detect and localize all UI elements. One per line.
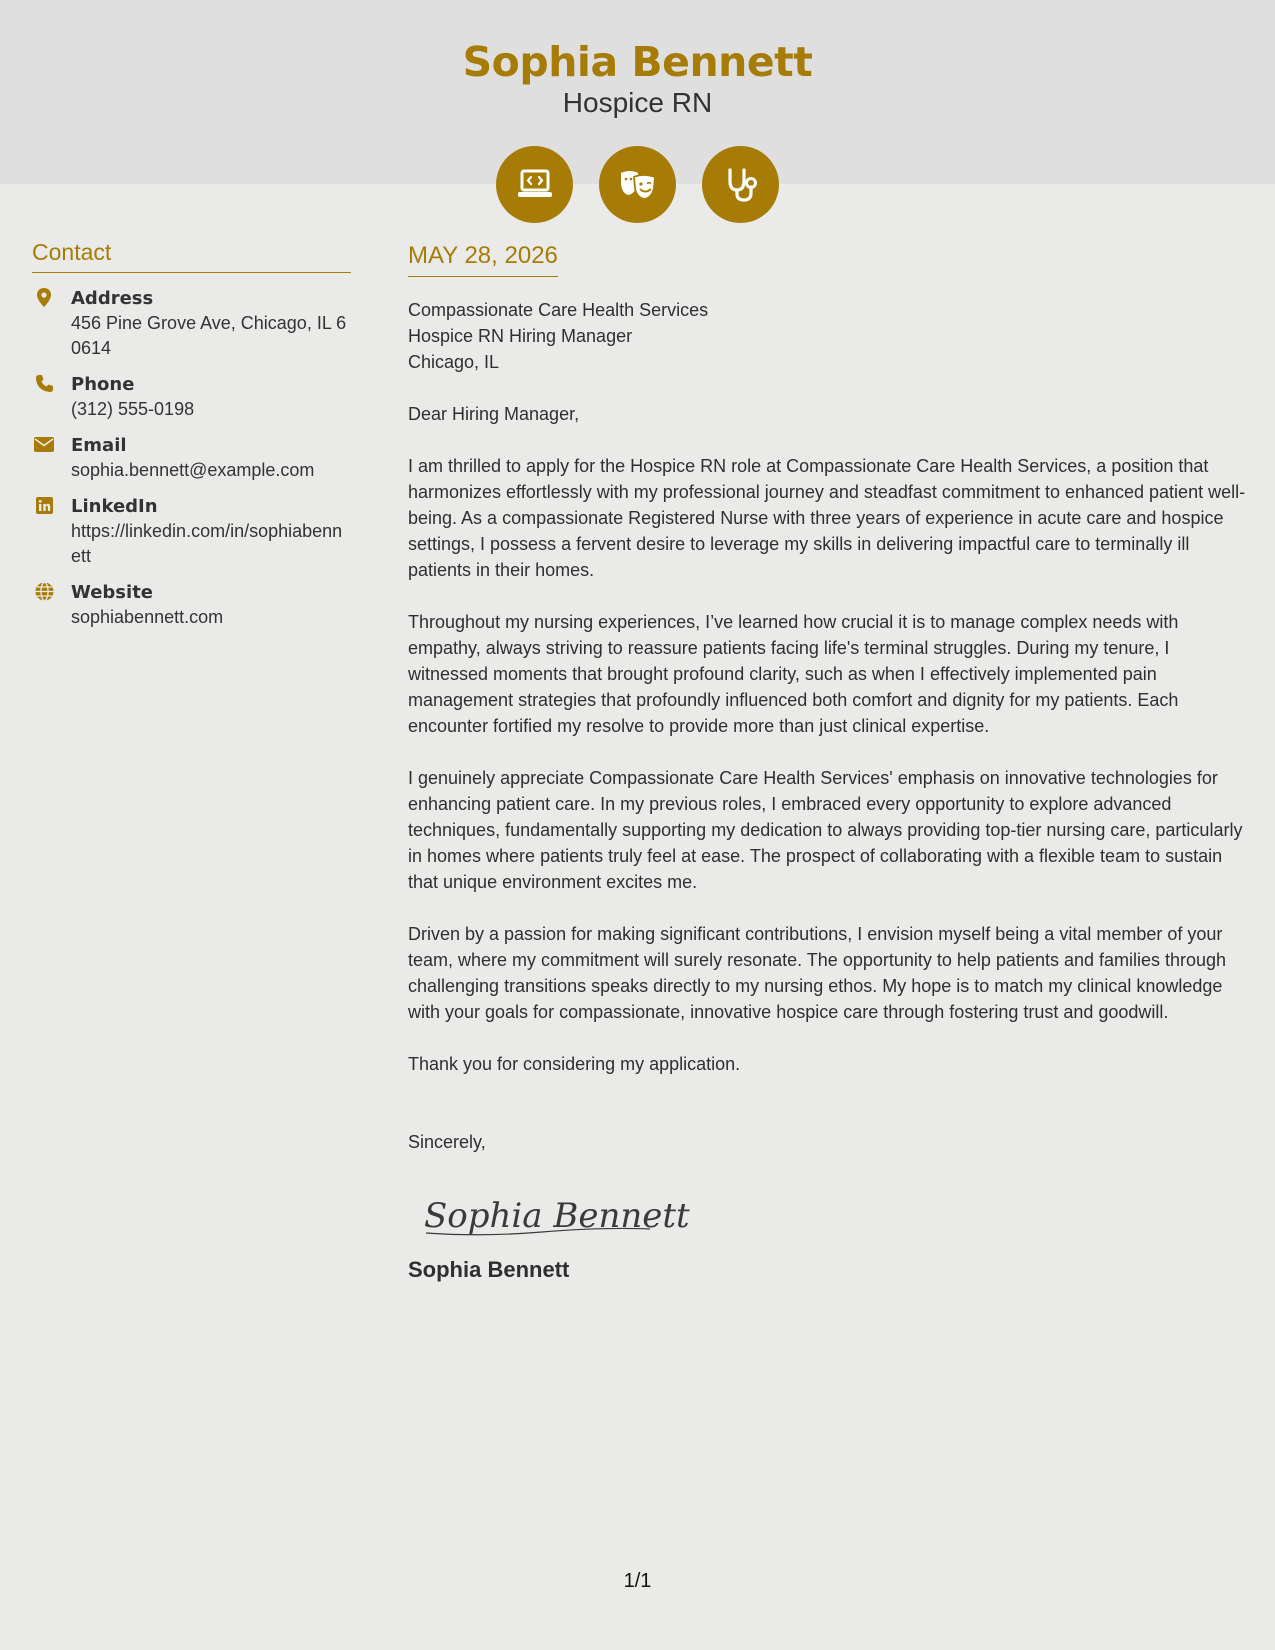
contact-item-linkedin: [32, 494, 351, 569]
applicant-name: Sophia Bennett: [462, 38, 813, 86]
theater-masks-icon: [599, 146, 676, 223]
handwritten-signature: [422, 1185, 1253, 1245]
letter-paragraph: Thank you for considering my application.: [408, 1054, 741, 1074]
letter-paragraph: Throughout my nursing experiences, I’ve learned how crucial it is to manage complex needs with empathy, always striving to reassure patients facing life's terminal struggles. During my tenure, I witnessed moments that brought profound clarity, such as when I effectively implemented pain management strategies that profoundly influenced both comfort and dignity for my patients. Each encounter fortified my resolve to provide more than just clinical expertise.: [408, 612, 1179, 736]
letter-paragraph: Driven by a passion for making significant contributions, I envision myself being a vital member of your team, where my commitment will surely resonate. The opportunity to help patients and families through challenging transitions speaks directly to my nursing ethos. My hope is to match my clinical knowledge with your goals for compassionate, innovative hospice care through fostering trust and goodwill.: [408, 924, 1227, 1022]
applicant-role: Hospice RN: [562, 87, 713, 118]
contact-value: sophia.bennett@example.com: [71, 460, 315, 480]
contact-sidebar: [32, 236, 351, 641]
header-icon-row: [0, 146, 1275, 223]
contact-value: sophiabennett.com: [71, 607, 224, 627]
letter-paragraph: I genuinely appreciate Compassionate Care Health Services' emphasis on innovative technologies for enhancing patient care. In my previous roles, I embraced every opportunity to explore advanced techniques, fundamentally supporting my dedication to always providing top-tier nursing care, particularly in homes where patients truly feel at ease. The prospect of collaborating with a flexible team to sustain that unique environment excites me.: [408, 768, 1243, 892]
recipient-company: Compassionate Care Health Services: [408, 300, 709, 320]
contact-value: (312) 555-0198: [71, 399, 195, 419]
signed-name: Sophia Bennett: [408, 1257, 570, 1282]
envelope-icon: [34, 434, 54, 454]
letter-body: [408, 240, 1253, 1285]
contact-label: LinkedIn: [71, 496, 158, 517]
page-number: 1/1: [623, 1570, 652, 1592]
contact-label: Address: [71, 288, 154, 309]
letter-date: MAY 28, 2026: [408, 240, 558, 277]
contact-list: [32, 286, 351, 630]
linkedin-icon: [34, 495, 54, 515]
contact-section-title: Contact: [32, 236, 351, 273]
contact-item-website: [32, 580, 351, 630]
letter-closing: Sincerely,: [408, 1132, 486, 1152]
recipient-location: Chicago, IL: [408, 352, 500, 372]
contact-value: 456 Pine Grove Ave, Chicago, IL 60614: [71, 313, 347, 358]
phone-icon: [34, 373, 54, 393]
stethoscope-icon: [702, 146, 779, 223]
signature-text: Sophia Bennett: [424, 1196, 690, 1236]
contact-value: https://linkedin.com/in/sophiabennett: [71, 521, 343, 566]
contact-label: Email: [71, 435, 127, 456]
contact-label: Phone: [71, 374, 135, 395]
recipient-block: [408, 297, 1253, 375]
recipient-title: Hospice RN Hiring Manager: [408, 326, 633, 346]
contact-item-phone: [32, 372, 351, 422]
contact-label: Website: [71, 582, 154, 603]
laptop-code-icon: [496, 146, 573, 223]
globe-icon: [34, 581, 54, 601]
contact-item-address: [32, 286, 351, 361]
map-marker-icon: [34, 287, 54, 307]
letter-greeting: Dear Hiring Manager,: [408, 404, 580, 424]
letter-paragraph: I am thrilled to apply for the Hospice RN role at Compassionate Care Health Services, a position that harmonizes effortlessly with my professional journey and steadfast commitment to enhanced patient well-being. As a compassionate Registered Nurse with three years of experience in acute care and hospice settings, I possess a fervent desire to leverage my skills in delivering impactful care to terminally ill patients in their homes.: [408, 456, 1246, 580]
contact-item-email: [32, 433, 351, 483]
